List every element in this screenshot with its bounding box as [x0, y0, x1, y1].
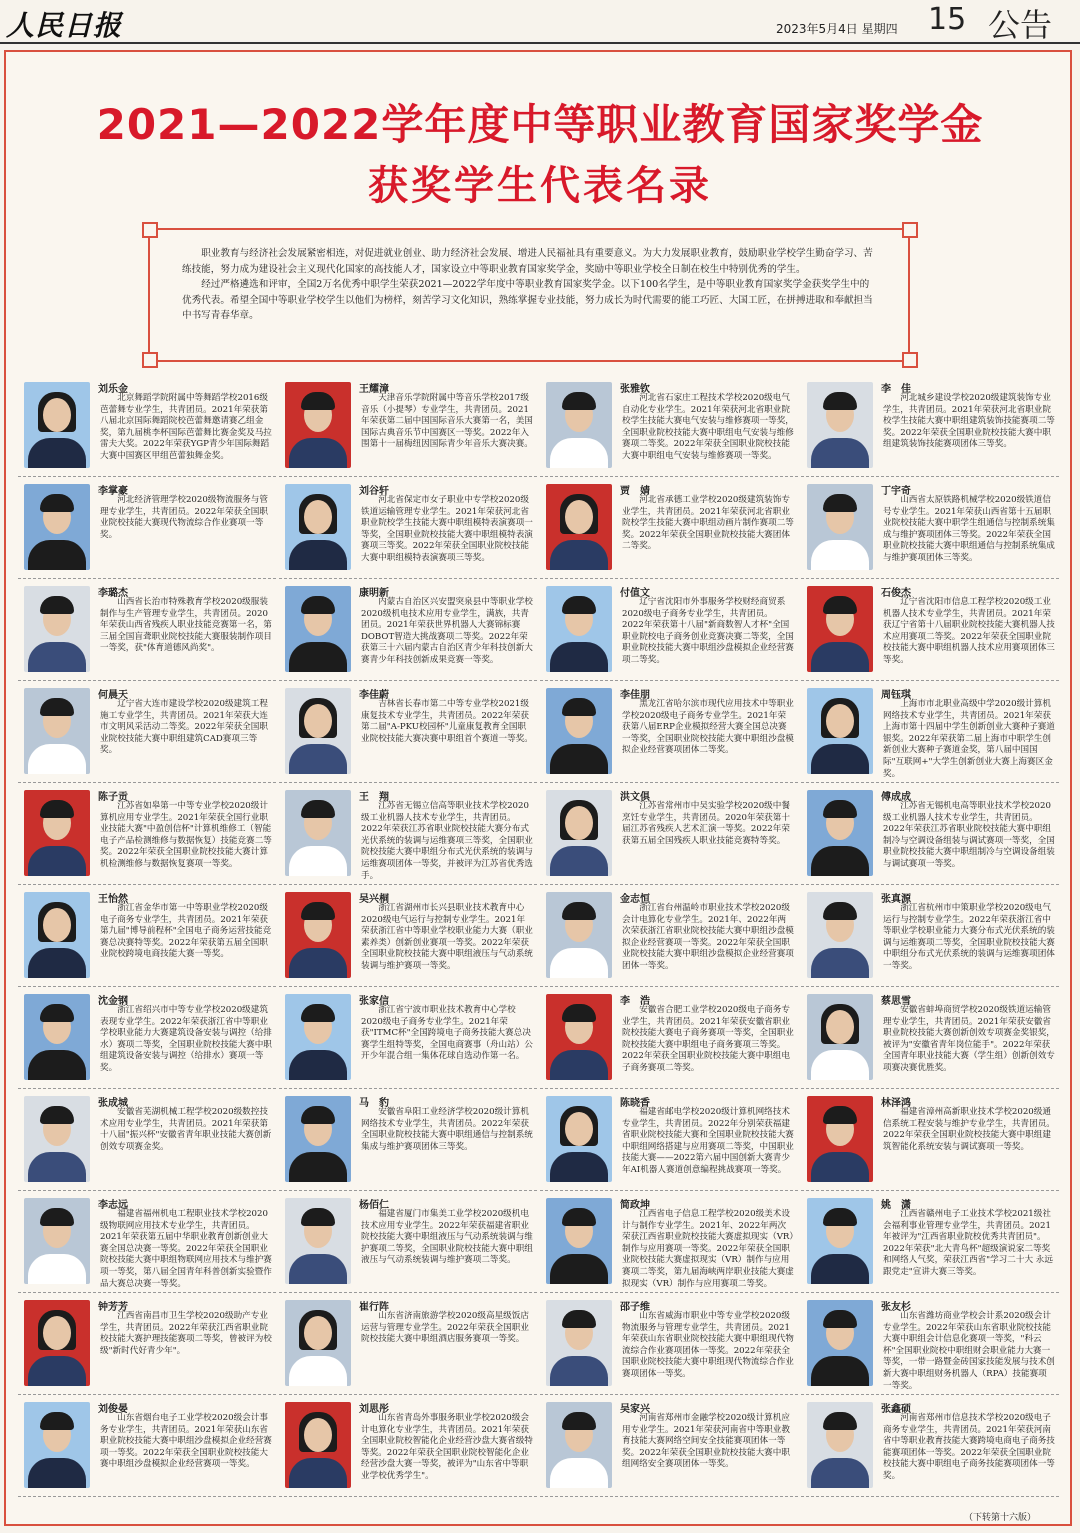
- student-description: 江苏省常州市中吴实验学校2020级中餐烹饪专业学生，共青团员。2020年荣获第十届江苏省残疾人艺术汇演一等奖。2022年荣获第五届全国残疾人职业技能竞赛特等奖。: [622, 801, 790, 846]
- student-card: [18, 988, 276, 1089]
- student-photo: [807, 892, 873, 978]
- student-card: [801, 1396, 1059, 1497]
- student-card: [801, 784, 1059, 885]
- student-name: 李掌豪: [98, 486, 128, 497]
- student-photo: [546, 382, 612, 468]
- student-photo: [807, 1402, 873, 1488]
- student-description: 河南省郑州市金融学校2020级计算机应用专业学生。2021年荣获河南省中等职业教育技能大赛网络空间安全技能赛项团体一等奖。2022年荣获全国职业院校技能大赛中职组网络安全赛项团体一等奖。: [622, 1413, 790, 1470]
- student-card: [18, 1396, 276, 1497]
- student-photo: [24, 1198, 90, 1284]
- student-photo: [24, 1402, 90, 1488]
- student-card: [18, 376, 276, 477]
- student-photo: [285, 790, 351, 876]
- student-description: 黑龙江省哈尔滨市现代应用技术中等职业学校2020级电子商务专业学生。2021年荣获第八届ERP企业模拟经营大赛全国总决赛一等奖，全国职业院校技能大赛中职组沙盘模拟企业经营赛项团体二等奖。: [622, 699, 794, 756]
- student-photo: [546, 688, 612, 774]
- student-name: 王怡然: [98, 894, 128, 905]
- student-photo: [24, 688, 90, 774]
- student-name: 李 佳: [881, 384, 911, 395]
- corner-ornament: [142, 352, 158, 368]
- student-card: [801, 682, 1059, 783]
- student-name: 贾 婧: [620, 486, 650, 497]
- corner-ornament: [902, 222, 918, 238]
- student-description: 安徽省阜阳工业经济学校2020级计算机网络技术专业学生，共青团员。2022年荣获全国职业院校技能大赛中职组通信与控制系统集成与维护赛项团体三等奖。: [361, 1107, 533, 1152]
- student-photo: [24, 892, 90, 978]
- student-card: [279, 1090, 537, 1191]
- student-photo: [546, 994, 612, 1080]
- student-card: [540, 1294, 798, 1395]
- student-name: 马 豹: [359, 1098, 389, 1109]
- student-description: 上海市市北职业高级中学2020级计算机网络技术专业学生，共青团员。2021年荣获上海市第十四届中学生创新创业大赛种子赛道银奖。2022年荣获第二届上海市中职学生创新创业大赛种子赛道金奖，第八届中国国际"互联网+"大学生创新创业大赛上海赛区金奖。: [883, 699, 1055, 779]
- student-description: 山西省长治市特殊教育学校2020级服装制作与生产管理专业学生，共青团员。2020年荣获山西省残疾人职业技能竞赛第一名，第三届全国盲聋职业院校技能大赛服装制作项目一等奖，获"体育道德风尚奖"。: [100, 597, 272, 654]
- student-photo: [285, 688, 351, 774]
- student-photo: [24, 790, 90, 876]
- student-card: [540, 784, 798, 885]
- student-description: 辽宁省沈阳市信息工程学校2020级工业机器人技术专业学生，共青团员。2021年荣获辽宁省第十八届职业院校技能大赛机器人技术应用赛项二等奖。2022年荣获全国职业院校技能大赛中职组机器人技术应用赛项团体三等奖。: [883, 597, 1055, 665]
- student-name: 傅成成: [881, 792, 911, 803]
- student-name: 付值文: [620, 588, 650, 599]
- student-photo: [807, 1198, 873, 1284]
- student-photo: [24, 1300, 90, 1386]
- student-description: 浙江省杭州市中策职业学校2020级电气运行与控制专业学生。2022年荣获浙江省中等职业学校职业能力大赛分布式光伏系统的装调与运维赛项二等奖，全国职业院校技能大赛中职组分布式光伏系统的装调与运维赛项团体一等奖。: [883, 903, 1055, 971]
- student-name: 李 浩: [620, 996, 650, 1007]
- student-description: 辽宁省沈阳市外事服务学校财经商贸系2020级电子商务专业学生，共青团员。2022年荣获第十八届"新商数智人才杯"全国职业院校电子商务创业竞赛决赛二等奖，全国职业院校技能大赛中职组沙盘模拟企业经营赛项二等奖。: [622, 597, 794, 665]
- student-name: 张友杉: [881, 1302, 911, 1313]
- student-photo: [546, 790, 612, 876]
- student-card: [18, 478, 276, 579]
- student-photo: [546, 1300, 612, 1386]
- student-card: [801, 478, 1059, 579]
- student-name: 张鑫硕: [881, 1404, 911, 1415]
- student-card: [279, 682, 537, 783]
- student-photo: [546, 586, 612, 672]
- student-photo: [285, 1402, 351, 1488]
- student-description: 河北省承德工业学校2020级建筑装饰专业学生，共青团员。2021年荣获河北省职业院校学生技能大赛中职组动画片制作赛项二等奖。2022年荣获全国职业院校技能大赛团体二等奖。: [622, 495, 794, 552]
- student-name: 张雅钦: [620, 384, 650, 395]
- student-photo: [285, 586, 351, 672]
- masthead: [0, 0, 1080, 44]
- student-photo: [546, 1198, 612, 1284]
- student-photo: [24, 994, 90, 1080]
- student-name: 杨佰仁: [359, 1200, 389, 1211]
- student-description: 浙江省宁波市职业技术教育中心学校2020级电子商务专业学生。2021年荣获"ITMC杯"全国跨境电子商务技能大赛总决赛学生组特等奖，全国电商赛事（舟山站）公开少年混合组一集体花球自选动作第一名。: [361, 1005, 533, 1062]
- student-photo: [24, 382, 90, 468]
- student-photo: [285, 1198, 351, 1284]
- student-description: 安徽省合肥工业学校2020级电子商务专业学生，共青团员。2021年荣获安徽省职业院校技能大赛电子商务赛项一等奖，全国职业院校技能大赛中职组电子商务赛项三等奖。2022年荣获全国职业院校技能大赛中职组电子商务赛项二等奖。: [622, 1005, 794, 1073]
- student-description: 福建省邮电学校2020级计算机网络技术专业学生，共青团员。2022年分别荣获福建省职业院校技能大赛和全国职业院校技能大赛中职组网络搭建与应用赛项二等奖，中国职业技能大赛——2022第六届中国创新大赛青少年AI机器人赛道创意编程挑战赛项一等奖。: [622, 1107, 794, 1175]
- student-photo: [546, 1096, 612, 1182]
- student-name: 蔡思雪: [881, 996, 911, 1007]
- student-photo: [807, 1096, 873, 1182]
- student-name: 周钰琪: [881, 690, 911, 701]
- student-name: 姚 潇: [881, 1200, 911, 1211]
- student-name: 李佳蔚: [359, 690, 389, 701]
- student-description: 江西省南昌市卫生学校2020级助产专业学生，共青团员。2022年荣获江西省职业院校技能大赛护理技能赛项二等奖，曾被评为校级"新时代好青少年"。: [100, 1311, 272, 1356]
- student-card: [540, 988, 798, 1089]
- student-card: [540, 580, 798, 681]
- student-name: 王 翔: [359, 792, 389, 803]
- continued-note: （下转第十六版）: [964, 1513, 1037, 1523]
- student-photo: [546, 484, 612, 570]
- student-description: 山东省济南旅游学校2020级高星级饭店运营与管理专业学生。2022年荣获全国职业院校技能大赛中职组酒店服务赛项一等奖。: [361, 1311, 529, 1345]
- student-photo: [546, 1402, 612, 1488]
- student-name: 张家信: [359, 996, 389, 1007]
- student-photo: [807, 382, 873, 468]
- corner-ornament: [142, 222, 158, 238]
- student-name: 康明新: [359, 588, 389, 599]
- student-card: [18, 1192, 276, 1293]
- student-card: [801, 886, 1059, 987]
- student-description: 江苏省无锡立信高等职业技术学校2020级工业机器人技术专业学生，共青团员。2022年荣获江苏省职业院校技能大赛分布式光伏系统的装调与运维赛项三等奖，全国职业院校技能大赛中职组分布式光伏系统的装调与运维赛项团体一等奖，并被评为江苏省优秀选手。: [361, 801, 533, 881]
- student-card: [801, 1294, 1059, 1395]
- student-name: 李佳朋: [620, 690, 650, 701]
- student-description: 天津音乐学院附属中等音乐学校2017级音乐（小提琴）专业学生，共青团员。2021年荣获第二届中国国际音乐大赛第一名，美国国际古典音乐节中国赛区一等奖。2022年入围第十一届梅纽因国际青少年音乐大赛决赛。: [361, 393, 533, 450]
- student-name: 吴家兴: [620, 1404, 650, 1415]
- student-card: [18, 682, 276, 783]
- student-photo: [807, 688, 873, 774]
- student-description: 浙江省湖州市长兴县职业技术教育中心2020级电气运行与控制专业学生。2021年荣获浙江省中等职业学校职业能力大赛（职业素养类）创新创业赛项一等奖。2022年荣获全国职业院校技能大赛中职组液压与气动系统装调与维护赛项一等奖。: [361, 903, 533, 971]
- student-description: 山东省烟台电子工业学校2020级会计事务专业学生，共青团员。2021年荣获山东省职业院校技能大赛中职组沙盘模拟企业经营赛项一等奖。2022年荣获全国职业院校技能大赛中职组沙盘模拟企业经营赛项一等奖。: [100, 1413, 272, 1470]
- student-description: 山东省威海市职业中等专业学校2020级物流服务与管理专业学生，共青团员。2021年荣获山东省职业院校技能大赛中职组现代物流综合作业赛项团体一等奖。2022年荣获全国职业院校技能大赛中职组现代物流综合作业赛项团体一等奖。: [622, 1311, 794, 1379]
- student-photo: [285, 484, 351, 570]
- student-photo: [807, 994, 873, 1080]
- student-name: 钟芳芳: [98, 1302, 128, 1313]
- student-name: 李璐杰: [98, 588, 128, 599]
- issue-date: 2023年5月4日 星期四: [776, 22, 898, 36]
- student-description: 安徽省芜湖机械工程学校2020级数控技术应用专业学生，共青团员。2021年荣获第十八届"振兴杯"安徽省青年职业技能大赛创新创效专项赛金奖。: [100, 1107, 272, 1152]
- student-card: [540, 1396, 798, 1497]
- student-name: 李志远: [98, 1200, 128, 1211]
- student-description: 江西省赣州电子工业技术学校2021级社会福利事业管理专业学生，共青团员。2021年被评为"江西省职业院校优秀共青团员"。2022年荣获"北大青鸟杯"超级演说家二等奖和网络人气奖，荣获江西省"学习二十大 永远跟党走"宣讲大赛三等奖。: [883, 1209, 1053, 1277]
- student-card: [801, 988, 1059, 1089]
- student-card: [540, 682, 798, 783]
- student-description: 江西省电子信息工程学校2020级美术设计与制作专业学生。2021年、2022年两次荣获江西省职业院校技能大赛虚拟现实（VR）制作与应用赛项一等奖。2022年荣获全国职业院校技能大赛虚拟现实（VR）制作与应用赛项二等奖，第九届海峡两岸职业技能大赛虚拟现实（VR）制作与应用赛项二等奖。: [622, 1209, 794, 1289]
- page-title-line2: 获奖学生代表名录: [368, 163, 712, 209]
- student-description: 安徽省蚌埠商贸学校2020级铁道运输管理专业学生，共青团员。2021年荣获安徽省职业院校技能大赛创新创效专项赛金奖银奖，被评为"安徽省青年岗位能手"。2022年荣获全国青年职业技能大赛（学生组）创新创效专项赛决赛优胜奖。: [883, 1005, 1055, 1073]
- student-name: 简政坤: [620, 1200, 650, 1211]
- student-photo: [285, 1300, 351, 1386]
- student-description: 河南省郑州市信息技术学校2020级电子商务专业学生，共青团员。2021年荣获河南省中等职业教育技能大赛跨境电商电子商务技能赛项团体一等奖。2022年荣获全国职业院校技能大赛中职组电子商务技能赛项团体一等奖。: [883, 1413, 1055, 1481]
- student-card: [279, 886, 537, 987]
- student-card: [801, 580, 1059, 681]
- student-description: 山西省太原铁路机械学校2020级铁道信号专业学生。2021年荣获山西省第十五届职业院校技能大赛中职学生组通信与控制系统集成与维护赛项团体三等奖。2022年荣获全国职业院校技能大赛中职组通信与控制系统集成与维护赛项团体三等奖。: [883, 495, 1055, 563]
- intro-box: [148, 228, 910, 362]
- student-description: 北京舞蹈学院附属中等舞蹈学校2016级芭蕾舞专业学生，共青团员。2021年荣获第八届北京国际舞蹈院校芭蕾舞邀请赛乙组金奖，第九届桃李杯国际芭蕾舞比赛金奖及马拉雷夫大奖。2022年荣获YGP青少年国际舞蹈大赛中国赛区甲组芭蕾独舞金奖。: [100, 393, 272, 461]
- student-description: 吉林省长春市第二中等专业学校2021级康复技术专业学生，共青团员。2022年荣获第二届"A-PKU校园杯"儿童康复教育全国职业院校技能大赛决赛中职组首个赛道一等奖。: [361, 699, 533, 744]
- student-card: [540, 1090, 798, 1191]
- student-photo: [807, 484, 873, 570]
- page-title-line1: 2021—2022学年度中等职业教育国家奖学金: [96, 100, 984, 149]
- student-name: 洪文俱: [620, 792, 650, 803]
- intro-paragraph-2: 经过严格遴选和评审，全国2万名优秀中职学生荣获2021—2022学年度中等职业教育国家奖学金。以下100名学生，是中等职业教育国家奖学金获奖学生中的优秀代表。希望全国中等职业学校学生以他们为榜样，刻苦学习文化知识，熟练掌握专业技能，努力成长为时代需要的能工巧匠、大国工匠，在拼搏进取和奉献担当中书写青春华章。: [182, 279, 873, 321]
- student-photo: [546, 892, 612, 978]
- student-card: [279, 988, 537, 1089]
- student-name: 丁宇奇: [881, 486, 911, 497]
- page-number: 15: [928, 2, 967, 37]
- student-description: 浙江省绍兴市中等专业学校2020级建筑表现专业学生。2022年荣获浙江省中等职业学校职业能力大赛建筑设备安装与调控（给排水）赛项二等奖，全国职业院校技能大赛中职组建筑设备安装与调控（给排水）赛项一等奖。: [100, 1005, 272, 1073]
- student-photo: [807, 586, 873, 672]
- student-name: 张成城: [98, 1098, 128, 1109]
- student-card: [540, 886, 798, 987]
- student-description: 河北省保定市女子职业中专学校2020级铁道运输管理专业学生。2021年荣获河北省职业院校学生技能大赛中职组模特表演赛项一等奖，全国职业院校技能大赛中职组模特表演赛项三等奖。2022年荣获全国职业院校技能大赛中职组模特表演赛项三等奖。: [361, 495, 533, 563]
- student-photo: [285, 994, 351, 1080]
- student-description: 河北城乡建设学校2020级建筑装饰专业学生，共青团员。2021年荣获河北省职业院校学生技能大赛中职组建筑装饰技能赛项二等奖。2022年荣获全国职业院校技能大赛中职组建筑装饰技能赛项团体三等奖。: [883, 393, 1055, 450]
- student-photo: [285, 892, 351, 978]
- student-name: 刘谷轩: [359, 486, 389, 497]
- student-photo: [285, 1096, 351, 1182]
- student-card: [279, 784, 537, 885]
- student-photo: [807, 1300, 873, 1386]
- student-description: 浙江省台州温岭市职业技术学校2020级会计电算化专业学生。2021年、2022年两次荣获浙江省职业院校技能大赛中职组沙盘模拟企业经营赛项一等奖。2022年荣获全国职业院校技能大赛中职组沙盘模拟企业经营赛项团体一等奖。: [622, 903, 794, 971]
- student-name: 崔行阵: [359, 1302, 389, 1313]
- student-description: 福建省厦门市集美工业学校2020级机电技术应用专业学生。2022年荣获福建省职业院校技能大赛中职组液压与气动系统装调与维护赛项二等奖，全国职业院校技能大赛中职组液压与气动系统装调与维护赛项二等奖。: [361, 1209, 533, 1266]
- student-card: [801, 1090, 1059, 1191]
- student-name: 石俊杰: [881, 588, 911, 599]
- student-photo: [807, 790, 873, 876]
- student-name: 吴兴桐: [359, 894, 389, 905]
- student-card: [540, 478, 798, 579]
- student-card: [279, 1192, 537, 1293]
- student-name: 陈子贡: [98, 792, 128, 803]
- student-card: [540, 376, 798, 477]
- student-name: 张真源: [881, 894, 911, 905]
- student-card: [540, 1192, 798, 1293]
- student-description: 内蒙古自治区兴安盟突泉县中等职业学校2020级机电技术应用专业学生，满族，共青团员。2021年荣获世界机器人大赛锦标赛DOBOT智造大挑战赛项二等奖。2022年荣获第三十六届内蒙古自治区青少年科技创新大赛青少年科技创新成果竞赛一等奖。: [361, 597, 533, 665]
- corner-ornament: [902, 352, 918, 368]
- student-description: 山东省潍坊商业学校会计系2020级会计专业学生。2022年荣获山东省职业院校技能大赛中职组会计信息化赛项一等奖，"科云杯"全国职业院校中职组财会职业能力大赛一等奖，一带一路暨金砖国家技能发展与技术创新大赛中职组财务机器人（RPA）技能赛项一等奖。: [883, 1311, 1055, 1391]
- student-card: [279, 1294, 537, 1395]
- student-card: [18, 886, 276, 987]
- student-card: [801, 376, 1059, 477]
- student-name: 沈金钢: [98, 996, 128, 1007]
- student-name: 刘乐金: [98, 384, 128, 395]
- student-photo: [24, 484, 90, 570]
- student-description: 江苏省如皋第一中等专业学校2020级计算机应用专业学生。2021年荣获全国行业职业技能大赛"中盈创信杯"计算机维修工（智能电子产品检测维修与数据恢复）技能竞赛二等奖。2022年荣获全国职业院校技能大赛计算机检测维修与数据恢复赛项一等奖。: [100, 801, 272, 869]
- student-card: [18, 1090, 276, 1191]
- student-name: 王耀漳: [359, 384, 389, 395]
- student-card: [18, 784, 276, 885]
- student-name: 刘俊晏: [98, 1404, 128, 1415]
- student-photo: [24, 586, 90, 672]
- student-card: [801, 1192, 1059, 1293]
- student-name: 何晨天: [98, 690, 128, 701]
- student-card: [279, 376, 537, 477]
- student-name: 刘思彤: [359, 1404, 389, 1415]
- intro-paragraph-1: 职业教育与经济社会发展紧密相连，对促进就业创业、助力经济社会发展、增进人民福祉具有重要意义。为大力发展职业教育，鼓励职业学校学生勤奋学习、苦练技能，努力成为建设社会主义现代化国家的高技能人才，国家设立中等职业教育国家奖学金，奖励中等职业学校全日制在校生中特别优秀的学生。: [182, 248, 873, 275]
- newspaper-logo: 人民日报: [6, 9, 123, 42]
- student-description: 山东省青岛外事服务职业学校2020级会计电算化专业学生，共青团员。2021年荣获全国职业院校智能化企业经营沙盘大赛省级特等奖。2022年荣获全国职业院校智能化企业经营沙盘大赛一等奖，被评为"山东省中等职业学校优秀学生"。: [361, 1413, 533, 1481]
- student-card: [18, 1294, 276, 1395]
- student-photo: [285, 382, 351, 468]
- student-photo: [24, 1096, 90, 1182]
- student-description: 福建省福州机电工程职业技术学校2020级物联网应用技术专业学生，共青团员。2021年荣获第五届中华职业教育创新创业大赛全国总决赛一等奖。2022年荣获全国职业院校技能大赛中职组物联网应用技术与维护赛项一等奖，第八届全国青年科普创新实验暨作品大赛总决赛一等奖。: [100, 1209, 272, 1289]
- student-description: 河北省石家庄工程技术学校2020级电气自动化专业学生。2021年荣获河北省职业院校学生技能大赛电气安装与维修赛项一等奖，全国职业院校技能大赛中职组电气安装与维修赛项二等奖。2022年荣获全国职业院校技能大赛中职组电气安装与维修赛项一等奖。: [622, 393, 794, 461]
- student-card: [279, 1396, 537, 1497]
- student-name: 邵子维: [620, 1302, 650, 1313]
- student-card: [279, 580, 537, 681]
- student-description: 福建省漳州高新职业技术学校2020级通信系统工程安装与维护专业学生，共青团员。2022年荣获全国职业院校技能大赛中职组建筑智能化系统安装与调试赛项一等奖。: [883, 1107, 1055, 1152]
- student-name: 金志恒: [620, 894, 650, 905]
- student-name: 陈晓香: [620, 1098, 650, 1109]
- student-card: [279, 478, 537, 579]
- student-card: [18, 580, 276, 681]
- student-description: 辽宁省大连市建设学校2020级建筑工程施工专业学生，共青团员。2021年荣获大连市文明风采活动二等奖。2022年荣获全国职业院校技能大赛中职组建筑CAD赛项三等奖。: [100, 699, 268, 756]
- student-name: 林泽鸿: [881, 1098, 911, 1109]
- student-description: 江苏省无锡机电高等职业技术学校2020级工业机器人技术专业学生，共青团员。2022年荣获江苏省职业院校技能大赛中职组制冷与空调设备组装与调试赛项一等奖，全国职业院校技能大赛中职组制冷与空调设备组装与调试赛项一等奖。: [883, 801, 1055, 869]
- student-description: 河北经济管理学校2020级物流服务与管理专业学生，共青团员。2022年荣获全国职业院校技能大赛现代物流综合作业赛项一等奖。: [100, 495, 268, 540]
- student-description: 浙江省金华市第一中等职业学校2020级电子商务专业学生，共青团员。2021年荣获第九届"博导前程杯"全国电子商务运营技能竞赛总决赛特等奖。2022年荣获第五届全国职业院校跨境电商技能大赛一等奖。: [100, 903, 272, 960]
- section-name: 公告: [988, 6, 1053, 44]
